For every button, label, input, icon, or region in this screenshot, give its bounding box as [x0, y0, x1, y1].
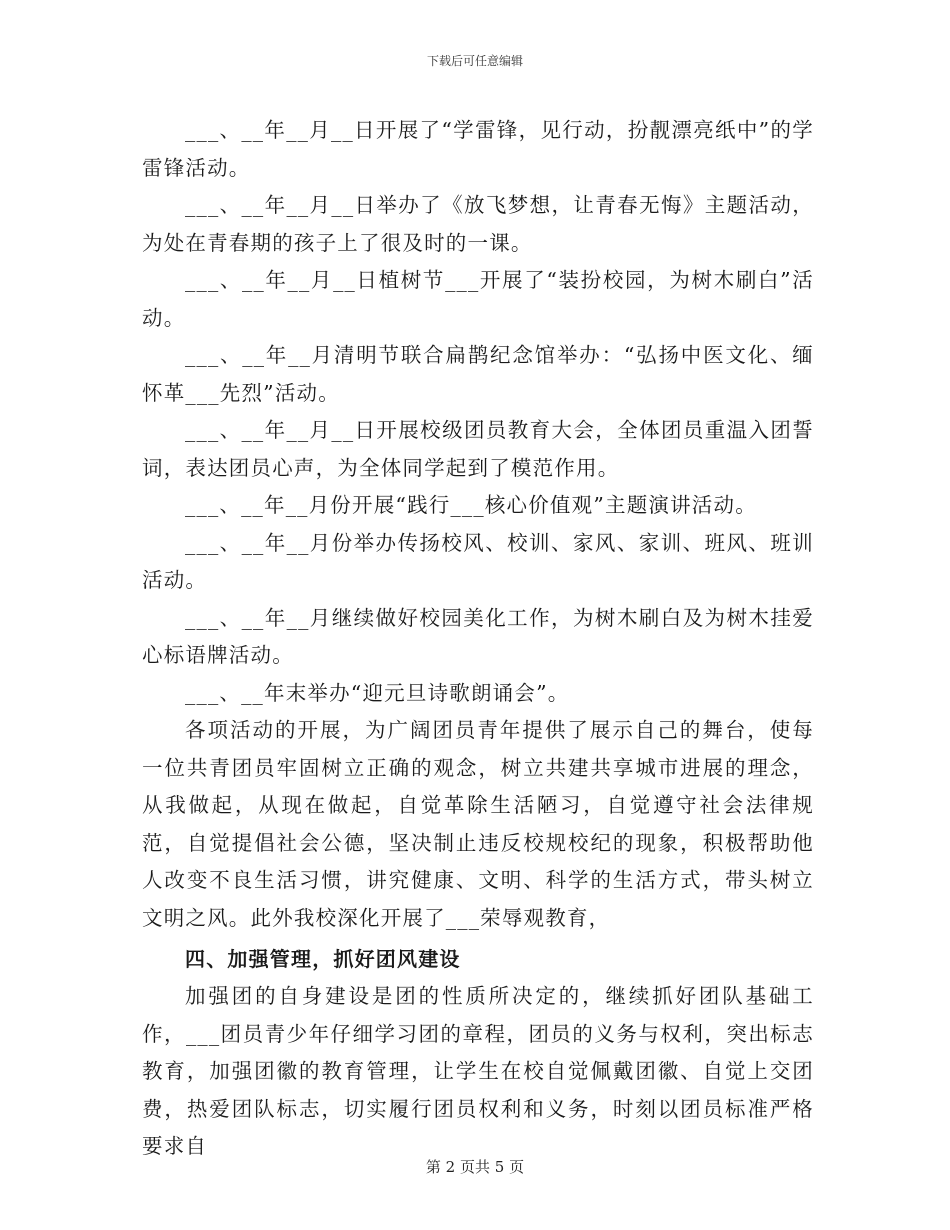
activity-item: ___、__年末举办“迎元旦诗歌朗诵会”。	[185, 680, 570, 705]
section-paragraph: 加强团的自身建设是团的性质所决定的，继续抓好团队基础工作，___团员青少年仔细学习团的章程，团员的义务与权利，突出标志教育，加强团徽的教育管理，让学生在校自觉佩戴团徽、自觉上交团费，热爱团队标志，切实履行团员权利和义务，时刻以团员标准严格要求自	[142, 984, 814, 1158]
page-header: 下载后可任意编辑	[426, 54, 523, 68]
activity-item: ___、__年__月__日开展校级团员教育大会，全体团员重温入团誓词，表达团员心声，为全体同学起到了模范作用。	[142, 418, 814, 480]
activity-item: ___、__年__月__日开展了“学雷锋，见行动，扮靓漂亮纸中”的学雷锋活动。	[142, 118, 814, 180]
activity-item: ___、__年__月继续做好校园美化工作，为树木刷白及为树木挂爱心标语牌活动。	[142, 605, 814, 667]
activity-item: ___、__年__月清明节联合扁鹊纪念馆举办：“弘扬中医文化、缅怀革___先烈”活动。	[142, 343, 814, 405]
page-number: 第 2 页共 5 页	[425, 1158, 525, 1176]
activity-item: ___、__年__月份开展“践行___核心价值观”主题演讲活动。	[185, 493, 757, 517]
activity-item: ___、__年__月__日举办了《放飞梦想，让青春无悔》主题活动，为处在青春期的孩子上了很及时的一课。	[142, 193, 814, 255]
section-heading: 四、加强管理，抓好团风建设	[185, 947, 461, 971]
summary-paragraph: 各项活动的开展，为广阔团员青年提供了展示自己的舞台，使每一位共青团员牢固树立正确的观念，树立共建共享城市进展的理念，从我做起，从现在做起，自觉革除生活陋习，自觉遵守社会法律规范，自觉提倡社会公德，坚决制止违反校规校纪的现象，积极帮助他人改变不良生活习惯，讲究健康、文明、科学的生活方式，带头树立文明之风。此外我校深化开展了___荣辱观教育，	[142, 718, 814, 930]
activity-item: ___、__年__月份举办传扬校风、校训、家风、家训、班风、班训活动。	[142, 530, 814, 592]
activity-item: ___、__年__月__日植树节___开展了“装扮校园，为树木刷白”活动。	[142, 268, 814, 330]
document-body	[142, 112, 814, 1166]
